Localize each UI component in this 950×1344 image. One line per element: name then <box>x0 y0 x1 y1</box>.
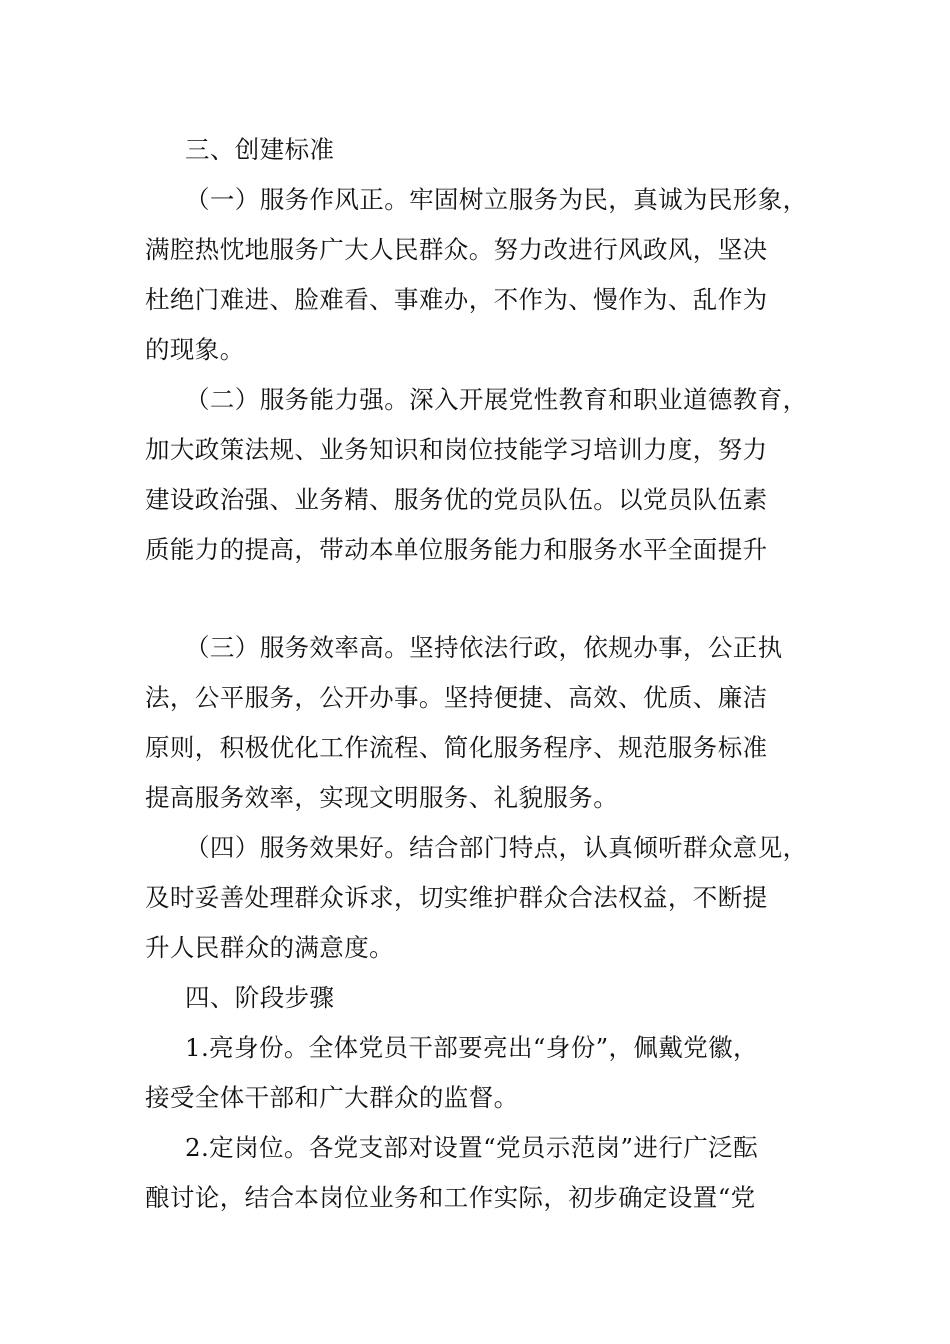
paragraph-line: 原则，积极优化工作流程、简化服务程序、规范服务标准 <box>145 733 768 762</box>
paragraph-line: （三）服务效率高。坚持依法行政，依规办事，公正执 <box>185 633 783 662</box>
paragraph-line: 提高服务效率，实现文明服务、礼貌服务。 <box>145 783 619 812</box>
paragraph-line: （一）服务作风正。牢固树立服务为民，真诚为民形象， <box>185 185 808 214</box>
section-heading-standards: 三、创建标准 <box>185 135 335 164</box>
section-heading-steps: 四、阶段步骤 <box>185 983 335 1012</box>
paragraph-line: 法，公平服务，公开办事。坚持便捷、高效、优质、廉洁 <box>145 683 768 712</box>
paragraph-line: 的现象。 <box>145 335 245 364</box>
paragraph-line: （四）服务效果好。结合部门特点，认真倾听群众意见， <box>185 833 808 862</box>
paragraph-line: 1.亮身份。全体党员干部要亮出“身份”，佩戴党徽， <box>185 1033 758 1062</box>
paragraph-line: 及时妥善处理群众诉求，切实维护群众合法权益，不断提 <box>145 883 768 912</box>
paragraph-line: 杜绝门难进、脸难看、事难办，不作为、慢作为、乱作为 <box>145 285 768 314</box>
paragraph-line: 满腔热忱地服务广大人民群众。努力改进行风政风，坚决 <box>145 235 768 264</box>
paragraph-line: 酿讨论，结合本岗位业务和工作实际，初步确定设置“党 <box>145 1183 756 1212</box>
paragraph-line: 接受全体干部和广大群众的监督。 <box>145 1083 519 1112</box>
paragraph-line: （二）服务能力强。深入开展党性教育和职业道德教育， <box>185 385 808 414</box>
paragraph-line: 建设政治强、业务精、服务优的党员队伍。以党员队伍素 <box>145 485 768 514</box>
paragraph-line: 2.定岗位。各党支部对设置“党员示范岗”进行广泛酝 <box>185 1133 758 1162</box>
paragraph-line: 质能力的提高，带动本单位服务能力和服务水平全面提升 <box>145 535 768 564</box>
paragraph-line: 加大政策法规、业务知识和岗位技能学习培训力度，努力 <box>145 435 768 464</box>
paragraph-line: 升人民群众的满意度。 <box>145 933 394 962</box>
